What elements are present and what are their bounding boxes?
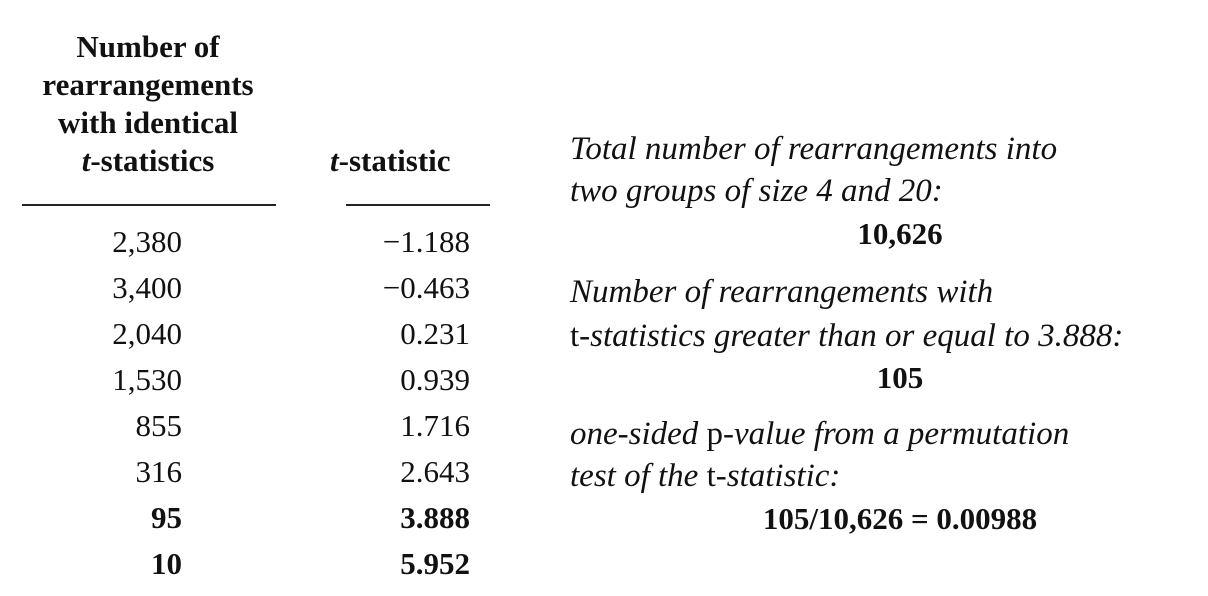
t-header-rest: -statistic: [338, 143, 451, 178]
total-value: 10,626: [857, 216, 943, 251]
row-count: 3,400: [112, 270, 182, 305]
p-line-2-a: test of the: [570, 458, 707, 494]
p-letter: p: [706, 416, 724, 452]
p-line-2: [570, 454, 1206, 498]
count-header-t: t: [81, 143, 91, 178]
row-t-statistic: 3.888: [400, 500, 470, 535]
row-count: 2,380: [112, 224, 182, 259]
row-t-statistic: 0.231: [400, 316, 470, 351]
row-count: 1,530: [112, 362, 182, 397]
count-header-line: [20, 142, 276, 180]
p-line-2-b: -statistic:: [715, 458, 841, 494]
ge-value: 105: [876, 360, 924, 395]
row-t-statistic: 5.952: [400, 546, 470, 581]
count-header-rule: [22, 204, 276, 206]
ge-t: t: [570, 318, 580, 354]
row-count: 316: [135, 454, 182, 489]
row-t-statistic: 0.939: [400, 362, 470, 397]
total-line-1: Total number of rearrangements into: [570, 131, 1058, 167]
count-column-header: [20, 28, 276, 180]
count-header-line: Number of: [76, 29, 220, 64]
row-count: 855: [135, 408, 182, 443]
row-t-statistic: −1.188: [382, 224, 470, 259]
row-count: 2,040: [112, 316, 182, 351]
t-header-rule: [346, 204, 490, 206]
row-count: 10: [151, 546, 182, 581]
row-t-statistic: 2.643: [400, 454, 470, 489]
count-header-line: with identical: [58, 105, 238, 140]
row-count: 95: [151, 500, 182, 535]
t-header-t: t: [330, 143, 339, 178]
row-t-statistic: 1.716: [400, 408, 470, 443]
ge-line-2: [570, 314, 1206, 358]
count-header-line: rearrangements: [42, 67, 254, 102]
p-line-1-a: one-sided: [570, 416, 707, 452]
ge-rest: -statistics greater than or equal to 3.888:: [579, 318, 1124, 354]
p-line-1: [570, 412, 1206, 456]
p-line-2-t: t: [706, 458, 716, 494]
count-header-rest: -statistics: [90, 143, 215, 178]
ge-line-1: Number of rearrangements with: [570, 274, 994, 310]
total-line-2: two groups of size 4 and 20:: [570, 173, 943, 209]
t-column-header: [330, 142, 508, 180]
p-line-1-b: -value from a permutation: [723, 416, 1070, 452]
p-value-result: 105/10,626 = 0.00988: [762, 501, 1038, 536]
row-t-statistic: −0.463: [382, 270, 470, 305]
